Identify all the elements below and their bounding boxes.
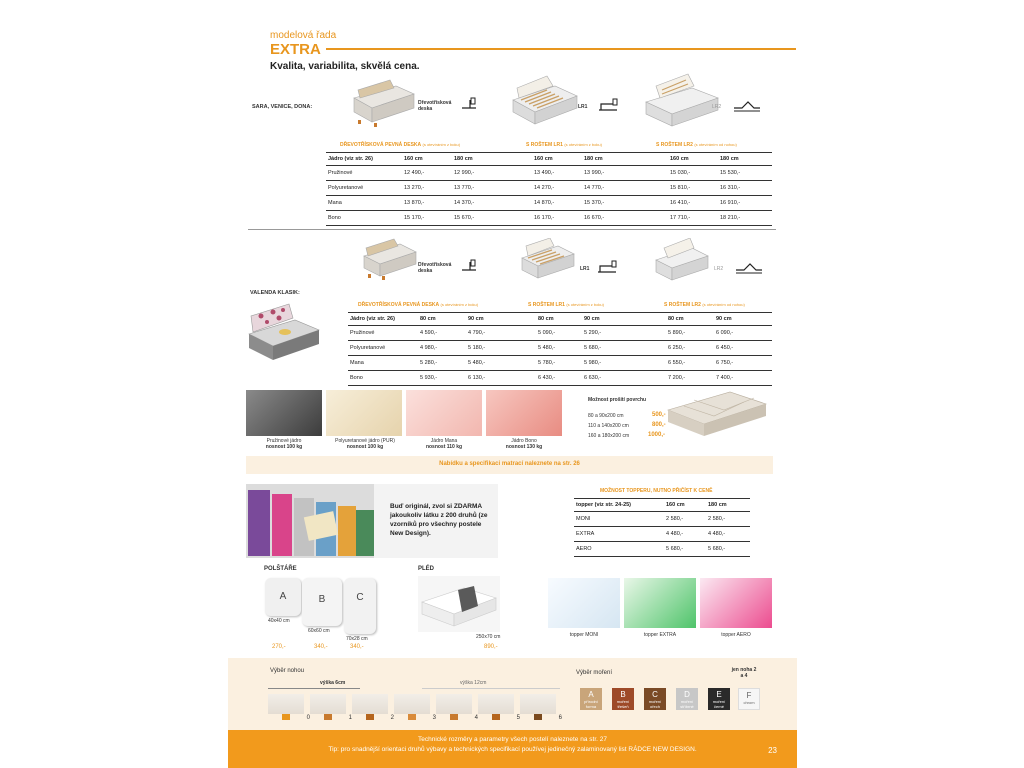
lr1-symbol-icon-2: [596, 258, 620, 276]
table-row: Bono 5 930,- 6 130,- 6 430,- 6 630,- 7 200,- 7 400,-: [348, 372, 772, 386]
legs-title: Výběr nohou: [270, 668, 305, 674]
topper-caption: topper MONI: [569, 632, 599, 638]
quilt-size: 160 a 180x200 cm: [588, 433, 630, 439]
table-row: Mana 13 870,- 14 370,- 14 870,- 15 370,- 16 410,- 16 910,-: [326, 197, 772, 211]
leg-option-0[interactable]: 0: [268, 694, 304, 714]
lr2-symbol-icon-2: [734, 258, 764, 276]
table2-group-lr1: S ROŠTEM LR1 (s otevíráním z boku): [528, 302, 604, 308]
topper-table: [574, 486, 750, 556]
leg-option-3[interactable]: 3: [394, 694, 430, 714]
stain-note: jen noha 2 a 4: [731, 667, 757, 679]
board-label: Dřevotřísková deska: [418, 100, 452, 112]
pillow-price: 270,-: [272, 644, 286, 650]
page-title: EXTRA: [270, 41, 321, 58]
section2-label: VALENDA KLASIK:: [250, 290, 300, 296]
bed-lr1-image: [507, 74, 587, 132]
price-table-2: [348, 300, 772, 386]
board-label-2: Dřevotřísková deska: [418, 262, 452, 274]
mattress-spring-image: [246, 390, 322, 436]
page-number: 23: [768, 746, 777, 755]
table-row: Pružinové 12 490,- 12 990,- 13 490,- 13 990,- 15 030,- 15 530,-: [326, 167, 772, 181]
quilt-price: 1000,-: [648, 432, 666, 438]
leg-option-6[interactable]: 6: [520, 694, 556, 714]
mattress-bono-image: [486, 390, 562, 436]
lr2-label-2: LR2: [714, 266, 724, 272]
quilt-price: 500,-: [652, 412, 666, 418]
leg-option-2[interactable]: 2: [352, 694, 388, 714]
table1-group-board: DŘEVOTŘÍSKOVÁ PEVNÁ DESKA (s otevíráním z boku): [340, 142, 461, 148]
table-row: Polyuretanové 4 980,- 5 180,- 5 480,- 5 680,- 6 250,- 6 450,-: [348, 342, 772, 356]
tagline: Kvalita, variabilita, skvělá cena.: [270, 61, 420, 72]
fabric-samples-image: [246, 484, 374, 558]
bed-lr2-image: [640, 72, 726, 130]
footer-bar: [228, 730, 797, 768]
topper-aero-image: [700, 578, 772, 628]
stain-title: Výběr moření: [576, 670, 613, 676]
throw-size: 250x70 cm: [476, 634, 501, 640]
mattress-caption: Polyuretanové jádro (PUR) nosnost 100 kg: [335, 438, 395, 450]
lr2-symbol-icon: [732, 96, 762, 114]
table2-group-board: DŘEVOTŘÍSKOVÁ PEVNÁ DESKA (s otevíráním z boku): [358, 302, 479, 308]
mattress-pur-image: [326, 390, 402, 436]
section1-label: SARA, VENICE, DONA:: [252, 104, 313, 110]
board-symbol-icon: [460, 96, 478, 114]
lr1-symbol-icon: [597, 96, 621, 114]
table-row: MONI 2 580,- 2 580,-: [574, 513, 750, 527]
lr1-label: LR1: [578, 104, 588, 110]
topper-head-row: topper (viz str. 24-25) 160 cm 180 cm: [574, 498, 750, 512]
table2-group-lr2: S ROŠTEM LR2 (s otevíráním od nohou): [664, 302, 745, 308]
pillow-size: 40x40 cm: [268, 618, 290, 624]
throw-price: 890,-: [484, 644, 498, 650]
footer-line-1: Technické rozměry a parametry všech postelí naleznete na str. 27: [418, 736, 607, 743]
leg-option-5[interactable]: 5: [478, 694, 514, 714]
quilt-title: Možnost prošití povrchu: [588, 397, 647, 403]
pillow-a: A: [265, 578, 301, 616]
fabric-promo-text: Buď originál, zvol si ZDARMA jakoukoliv látku z 200 druhů (ze vzorníků pro všechny postele New Design).: [390, 503, 488, 538]
quilt-size: 80 a 90x200 cm: [588, 413, 624, 419]
quilt-size: 110 a 140x200 cm: [588, 423, 629, 429]
topper-caption: topper EXTRA: [643, 632, 677, 638]
table1-group-lr1: S ROŠTEM LR1 (s otevíráním z boku): [526, 142, 602, 148]
topper-moni-image: [548, 578, 620, 628]
mattress-caption: Pružinové jádro nosnost 100 kg: [265, 438, 303, 450]
throw-title: PLÉD: [418, 566, 435, 572]
table-row: Mana 5 280,- 5 480,- 5 780,- 5 980,- 6 550,- 6 750,-: [348, 357, 772, 371]
pillow-price: 340,-: [350, 644, 364, 650]
pillow-price: 340,-: [314, 644, 328, 650]
bed-board-image-2: [360, 238, 422, 284]
topper-extra-image: [624, 578, 696, 628]
leg-option-4[interactable]: 4: [436, 694, 472, 714]
table2-head-row: Jádro (viz str. 26) 80 cm 90 cm 80 cm 90 cm 80 cm 90 cm: [348, 312, 772, 326]
valenda-bed-image: [245, 302, 325, 364]
title-underline: [326, 48, 796, 50]
stain-swatch-f[interactable]: F chrom: [738, 688, 760, 710]
mattress-caption: Jádro Mana nosnost 110 kg: [425, 438, 463, 450]
stain-swatch-a[interactable]: A přírodní forma: [580, 688, 602, 710]
mattress-caption: Jádro Bono nosnost 130 kg: [505, 438, 543, 450]
table1-group-lr2: S ROŠTEM LR2 (s otevíráním od nohou): [656, 142, 737, 148]
lr2-label: LR2: [712, 104, 722, 110]
lr1-label-2: LR1: [580, 266, 590, 272]
pillow-c: C: [344, 578, 376, 634]
table-row: Polyuretanové 13 270,- 13 770,- 14 270,- 14 770,- 15 810,- 16 310,-: [326, 182, 772, 196]
section-divider: [248, 229, 776, 230]
price-table-1: [326, 140, 772, 226]
stain-swatch-c[interactable]: C moření ořech: [644, 688, 666, 710]
footer-line-2: Tip: pro snadnější orientaci druhů výbavy a technických specifikací používej jedinečný zalaminovaný list RÁDCE NEW DESIGN.: [328, 746, 697, 753]
series-label: modelová řada: [270, 30, 337, 41]
legs-group-2: výška 12cm: [460, 680, 487, 686]
bed-board-image: [350, 78, 420, 130]
throw-bed-image: [418, 576, 500, 632]
table-row: Pružinové 4 590,- 4 790,- 5 090,- 5 290,- 5 890,- 6 090,-: [348, 327, 772, 341]
bed-lr2-image-2: [652, 238, 714, 286]
pillow-size: 60x60 cm: [308, 628, 330, 634]
topper-caption: topper AERO: [721, 632, 751, 638]
pillow-size: 70x28 cm: [346, 636, 368, 642]
table-row: EXTRA 4 480,- 4 480,-: [574, 528, 750, 542]
table1-head-row: Jádro (viz str. 26) 160 cm 180 cm 160 cm 180 cm 160 cm 180 cm: [326, 152, 772, 166]
pillow-b: B: [302, 578, 342, 626]
quilt-price: 800,-: [652, 422, 666, 428]
table-row: Bono 15 170,- 15 670,- 16 170,- 16 670,- 17 710,- 18 210,-: [326, 212, 772, 226]
pillows-title: POLŠTÁŘE: [264, 566, 297, 572]
legs-group-1: výška 6cm: [320, 680, 346, 686]
stain-swatch-b[interactable]: B moření třešeň: [612, 688, 634, 710]
mattress-info-banner: Nabídku a specifikaci matrací naleznete na str. 26: [246, 456, 773, 474]
stain-swatch-d[interactable]: D moření stříbrné: [676, 688, 698, 710]
bed-lr1-image-2: [518, 238, 580, 286]
leg-option-1[interactable]: 1: [310, 694, 346, 714]
topper-title: MOŽNOST TOPPERU, NUTNO PŘIČÍST K CENĚ: [600, 488, 713, 494]
table-row: AERO 5 680,- 5 680,-: [574, 543, 750, 557]
board-symbol-icon-2: [460, 258, 478, 276]
quilted-mattress-image: [664, 388, 770, 442]
stain-swatch-e[interactable]: E moření černé: [708, 688, 730, 710]
mattress-mana-image: [406, 390, 482, 436]
